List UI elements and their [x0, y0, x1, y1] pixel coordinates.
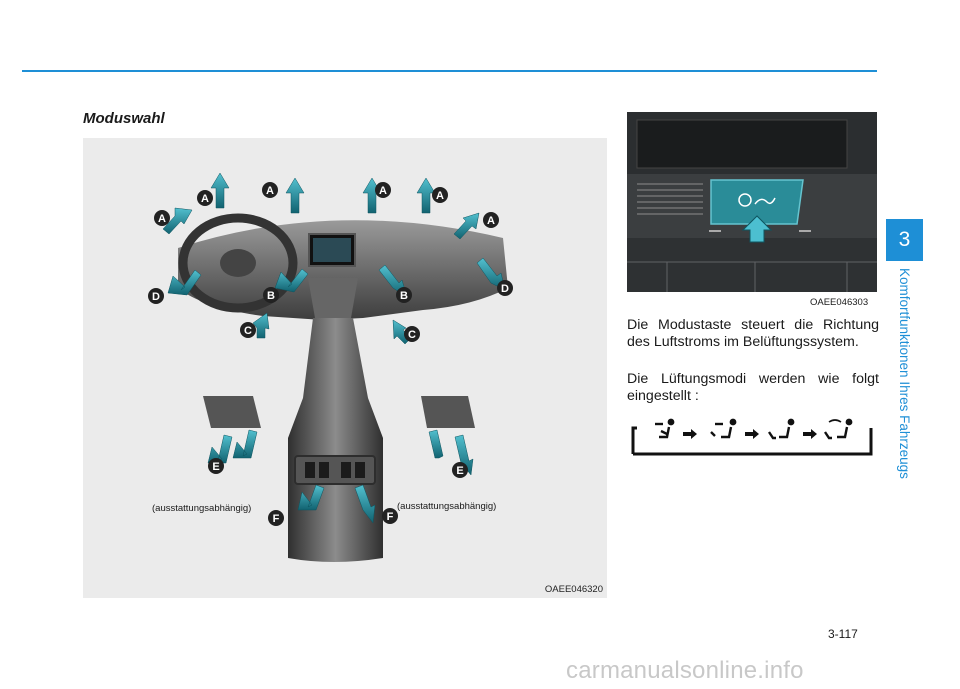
mode-floor-icon — [769, 420, 793, 438]
optional-label-right: (ausstattungsabhängig) — [397, 501, 497, 512]
marker-f: F — [386, 511, 394, 523]
arrow-right-icon — [683, 429, 697, 439]
chapter-title — [896, 268, 916, 498]
section-heading: Moduswahl — [83, 110, 165, 127]
marker-d: D — [152, 291, 160, 303]
marker-a: A — [201, 193, 209, 205]
mode-sequence-diagram — [631, 418, 875, 456]
arrow-right-icon — [745, 429, 759, 439]
chapter-title-text: Komfortfunktionen Ihres Fahrzeugs — [897, 268, 912, 479]
marker-b: B — [267, 290, 275, 302]
marker-a: A — [266, 185, 274, 197]
mode-bilevel-icon — [711, 420, 735, 437]
marker-a: A — [436, 190, 444, 202]
marker-f: F — [272, 513, 280, 525]
marker-a: A — [379, 185, 387, 197]
control-panel-illustration — [627, 112, 877, 308]
marker-c: C — [244, 325, 252, 337]
dashboard-illustration — [83, 138, 607, 598]
watermark: carmanualsonline.info — [566, 657, 804, 684]
paragraph-mode-sequence: Die Lüftungsmodi werden wie folgt eingestellt : — [627, 371, 879, 404]
optional-label-left: (ausstattungsabhängig) — [152, 503, 252, 514]
figure-code-panel: OAEE046303 — [810, 297, 869, 308]
header-rule — [22, 70, 877, 72]
mode-face-icon — [655, 420, 673, 437]
arrow-right-icon — [803, 429, 817, 439]
chapter-tab: 3 — [886, 219, 923, 261]
mode-button-figure — [627, 112, 877, 308]
paragraph-mode-button: Die Modustaste steuert die Richtung des Luftstroms im Belüftungssystem. — [627, 317, 879, 350]
marker-b: B — [400, 290, 408, 302]
marker-a: A — [158, 213, 166, 225]
page-number: 3-117 — [828, 627, 858, 641]
figure-code: OAEE046320 — [544, 584, 603, 595]
marker-d: D — [501, 283, 509, 295]
mode-floor-defrost-icon — [825, 420, 851, 438]
marker-c: C — [408, 329, 416, 341]
marker-e: E — [212, 461, 220, 473]
marker-a: A — [487, 215, 495, 227]
dashboard-airflow-figure — [83, 138, 607, 598]
marker-e: E — [456, 465, 464, 477]
